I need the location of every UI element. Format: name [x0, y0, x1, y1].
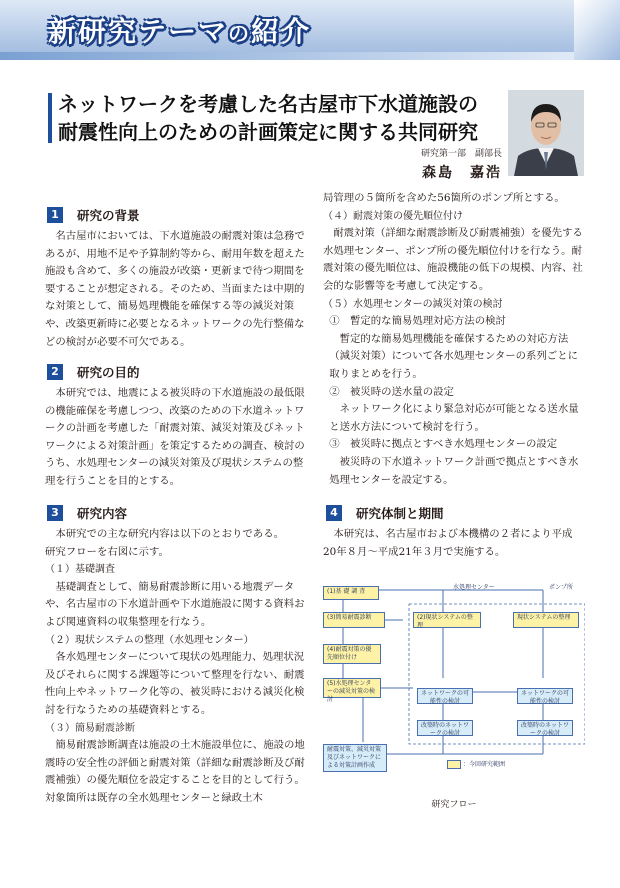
section-2-title: 研究の目的 — [77, 365, 140, 380]
section-2-number: 2 — [47, 364, 63, 380]
banner-title-no: の — [228, 22, 252, 46]
flow-box-mitigation: (5)水処理センターの減災対策の検討 — [323, 678, 381, 698]
item-3-text: 簡易耐震診断調査は施設の土木施設単位に、施設の地震時の安全性の評価と耐震対策（詳細な耐震診断及び耐震補強）の優先順位を設定することを目的として行う。対象箇所は既存の全水処理センターと緑政土木 — [45, 739, 305, 804]
item-2-text: 各水処理センターについて現状の処理能力、処理状況及びそれらに関する課題等について整理を行ない、耐震性向上やネットワーク化等の、被災時における減災化検討を行なうための基礎資料とする。 — [45, 651, 305, 716]
banner-title-main: 新研究テーマ — [48, 15, 229, 48]
flow-box-network-center: ネットワークの可能性の検討 — [417, 688, 473, 704]
item-1-text: 基礎調査として、簡易耐震診断に用いる地震データや、名古屋市の下水道計画や下水道施設に関する資料および関連資料の収集整理を行なう。 — [45, 580, 305, 628]
section-1-number: 1 — [47, 207, 63, 223]
title-line-1: ネットワークを考慮した名古屋市下水道施設の — [58, 92, 478, 116]
right-column-body — [323, 190, 585, 489]
label-pump-station: ポンプ所 — [549, 584, 574, 591]
section-1-title: 研究の背景 — [77, 208, 140, 223]
flow-box-rebuild-center: 改築時のネットワークの検討 — [417, 720, 473, 736]
banner-corner — [574, 0, 620, 60]
section-2-body — [45, 385, 305, 491]
section-4-number: 4 — [326, 505, 342, 521]
section-2-heading — [47, 363, 140, 381]
section-3-intro-1: 本研究での主な研究内容は以下のとおりである。 — [55, 528, 284, 540]
item-2-title: （２）現状システムの整理（水処理センター） — [45, 634, 254, 646]
research-flow-diagram — [323, 582, 585, 794]
portrait-illustration — [508, 90, 584, 176]
header-banner — [0, 0, 620, 60]
item-5a-title: ① 暫定的な簡易処理対応方法の検討 — [329, 315, 506, 328]
flow-box-seismic-diagnosis: (3)簡易耐震診断 — [323, 612, 385, 628]
item-5b-text: ネットワーク化により緊急対応が可能となる送水量と送水方法について検討を行う。 — [329, 403, 579, 433]
flow-box-rebuild-pump: 改築時のネットワークの検討 — [517, 720, 573, 736]
section-2-text: 本研究では、地震による被災時の下水道施設の最低限の機能確保を考慮しつつ、改築のための下水道ネットワークの計画を考慮した「耐震対策、減災対策及びネットワークによる対策計画」を策定するための調査、検討のうち、水処理センターの減災対策及び現状システムの整理を行うことを目的とする。 — [45, 387, 305, 487]
legend-swatch — [447, 760, 461, 769]
banner-title — [48, 10, 311, 50]
flow-box-system-review-center: (2)現状システムの整理 — [413, 612, 481, 628]
section-3-body — [45, 526, 305, 808]
flow-box-basic-survey: (1)基 礎 調 査 — [323, 586, 379, 600]
item-5-title: （５）水処理センターの減災対策の検討 — [323, 298, 503, 310]
section-1-heading — [47, 206, 140, 224]
flow-box-system-review-pump: 現状システムの整理 — [513, 612, 579, 628]
flow-box-plan: 耐震対策、減災対策及びネットワークによる対策計画作成 — [323, 744, 387, 772]
legend-label: ：今回研究範囲 — [463, 761, 506, 768]
flow-box-network-pump: ネットワークの可能性の検討 — [517, 688, 573, 704]
section-4-text: 本研究は、名古屋市および本機構の２者により平成20年８月～平成21年３月で実施する。 — [323, 528, 573, 558]
article-title — [58, 90, 498, 146]
section-4-body — [323, 526, 585, 561]
section-1-text: 名古屋市においては、下水道施設の耐震対策は急務であるが、用地不足や予算制約等から、耐用年数を超えた施設も含めて、多くの施設が改築・更新まで待つ期間を要することが想定される。そのため、当面または中期的な対策として、簡易処理機能を確保する等の減災対策や、改築更新時に必要となるネットワークの先行整備などの検討が必要不可欠である。 — [45, 230, 305, 348]
section-4-heading — [326, 504, 444, 522]
section-3-heading — [47, 504, 127, 522]
title-line-2: 耐震性向上のための計画策定に関する共同研究 — [58, 120, 478, 144]
figure-caption: 研究フロー — [431, 800, 477, 810]
item-5b-title: ② 被災時の送水量の設定 — [329, 385, 454, 398]
author-name: 森島 嘉浩 — [422, 165, 502, 181]
section-1-body — [45, 228, 305, 351]
author-portrait — [508, 90, 584, 176]
item-5a-text: 暫定的な簡易処理機能を確保するための対応方法（減災対策）について各水処理センターの系列ごとに取りまとめを行う。 — [329, 332, 578, 380]
section-4-title: 研究体制と期間 — [356, 506, 444, 521]
section-3-number: 3 — [47, 505, 63, 521]
section-3-title: 研究内容 — [77, 506, 128, 521]
banner-stripe — [0, 52, 620, 60]
item-4-title: （４）耐震対策の優先順位付け — [323, 210, 463, 222]
item-1-title: （１）基礎調査 — [45, 564, 115, 576]
banner-title-end: 紹介 — [251, 15, 312, 48]
item-5c-text: 被災時の下水道ネットワーク計画で拠点とすべき水処理センターを設定する。 — [329, 455, 579, 486]
section-3-intro-2: 研究フローを右図に示す。 — [45, 545, 169, 558]
item-3-text-continued: 局管理の５箇所を含めた56箇所のポンプ所とする。 — [323, 192, 565, 204]
label-treatment-center: 水処理センター — [453, 584, 495, 591]
item-5c-title: ③ 被災時に拠点とすべき水処理センターの設定 — [329, 438, 558, 451]
title-accent-bar — [48, 93, 52, 143]
flow-box-priority: (4)耐震対策の優先順位付け — [323, 644, 381, 664]
item-4-text: 耐震対策（詳細な耐震診断及び耐震補強）を優先する水処理センター、ポンプ所の優先順位付けを行なう。耐震対策の優先順位は、施設機能の低下の規模、内容、社会的な影響等を考慮して決定する。 — [323, 227, 583, 292]
item-3-title: （３）簡易耐震診断 — [45, 722, 135, 734]
author-role: 研究第一部 副部長 — [420, 149, 502, 159]
